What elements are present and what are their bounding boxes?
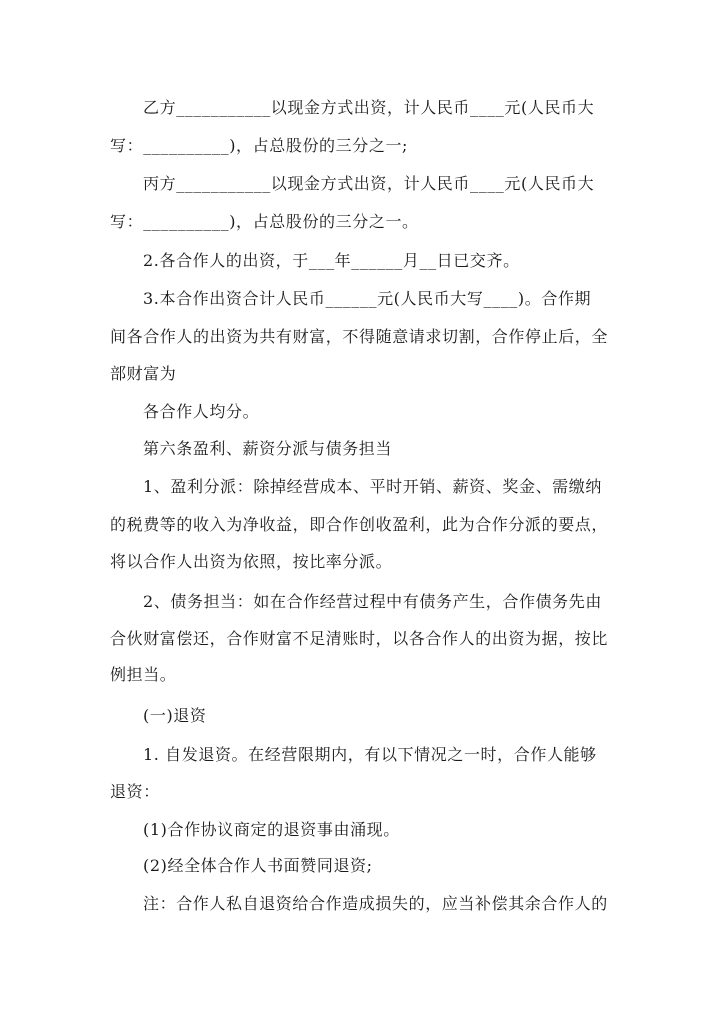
paragraph-line: 将以合作人出资为依照，按比率分派。 xyxy=(110,552,393,571)
paragraph-line: 各合作人均分。 xyxy=(143,402,260,421)
paragraph-line: 2.各合作人的出资，于___年______月__日已交齐。 xyxy=(143,251,520,270)
subsection-heading: (一)退资 xyxy=(143,706,207,725)
paragraph-line: 退资： xyxy=(110,782,160,801)
paragraph-line: 间各合作人的出资为共有财富，不得随意请求切割，合作停止后，全 xyxy=(110,327,609,346)
paragraph-line: 的税费等的收入为净收益，即合作创收盈利，此为合作分派的要点， xyxy=(110,515,609,534)
list-item: (1)合作协议商定的退资事由涌现。 xyxy=(143,820,400,839)
paragraph-line: 写：__________)，占总股份的三分之一。 xyxy=(110,212,419,231)
paragraph-line: 例担当。 xyxy=(110,665,177,684)
paragraph-line: 合伙财富偿还，合作财富不足清账时，以各合作人的出资为据，按比 xyxy=(110,629,609,648)
paragraph-line: 写：__________)，占总股份的三分之一; xyxy=(110,136,409,155)
paragraph-line: 乙方___________以现金方式出资，计人民币____元(人民币大 xyxy=(143,98,595,117)
list-item: (2)经全体合作人书面赞同退资; xyxy=(143,856,373,875)
paragraph-line: 丙方___________以现金方式出资，计人民币____元(人民币大 xyxy=(143,174,595,193)
section-heading: 第六条盈利、薪资分派与债务担当 xyxy=(143,439,393,458)
paragraph-line: 部财富为 xyxy=(110,364,177,383)
paragraph-line: 1. 自发退资。在经营限期内，有以下情况之一时，合作人能够 xyxy=(143,745,597,764)
paragraph-line: 3.本合作出资合计人民币______元(人民币大写____)。合作期 xyxy=(143,289,592,308)
note-line: 注：合作人私自退资给合作造成损失的，应当补偿其余合作人的 xyxy=(143,894,608,913)
paragraph-line: 1、盈利分派：除掉经营成本、平时开销、薪资、奖金、需缴纳 xyxy=(143,477,602,496)
paragraph-line: 2、债务担当：如在合作经营过程中有债务产生，合作债务先由 xyxy=(143,592,602,611)
